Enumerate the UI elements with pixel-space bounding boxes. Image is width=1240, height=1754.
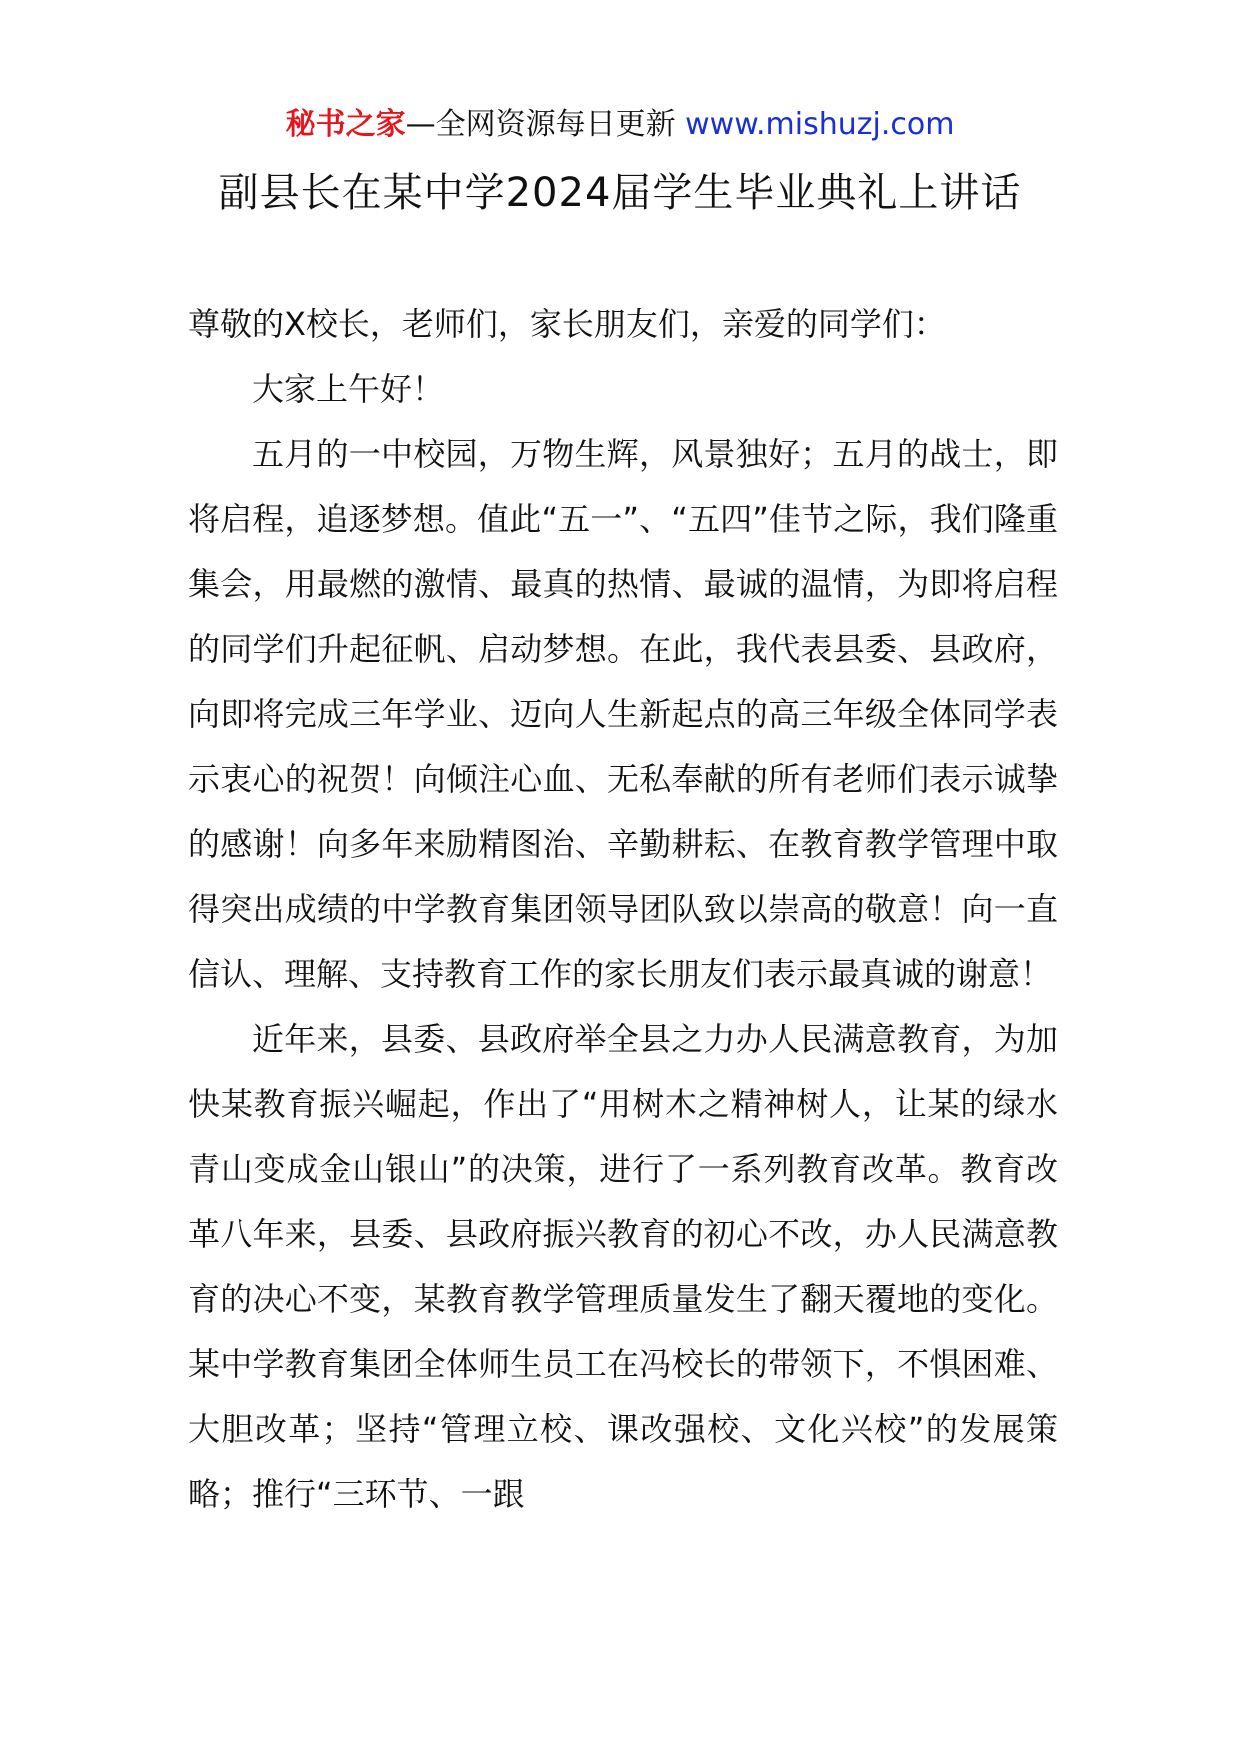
paragraph-reform: 近年来，县委、县政府举全县之力办人民满意教育，为加快某教育振兴崛起，作出了“用树木之精神树人，让某的绿水青山变成金山银山”的决策，进行了一系列教育改革。教育改革八年来，县委、县政府振兴教育的初心不改，办人民满意教育的决心不变，某教育教学管理质量发生了翻天覆地的变化。某中学教育集团全体师生员工在冯校长的带领下，不惧困难、大胆改革；坚持“管理立校、课改强校、文化兴校”的发展策略；推行“三环节、一跟 [188,1020,1058,1513]
paragraph-greeting: 大家上午好！ [252,370,445,408]
site-brand: 秘书之家 [285,107,406,142]
document-body [188,292,1058,1527]
site-url[interactable]: www.mishuzj.com [685,107,955,142]
site-header [0,103,1240,147]
paragraph-opening: 五月的一中校园，万物生辉，风景独好；五月的战士，即将启程，追逐梦想。值此“五一”、“五四”佳节之际，我们隆重集会，用最燃的激情、最真的热情、最诚的温情，为即将启程的同学们升起征帆、启动梦想。在此，我代表县委、县政府，向即将完成三年学业、迈向人生新起点的高三年级全体同学表示衷心的祝贺！向倾注心血、无私奉献的所有老师们表示诚挚的感谢！向多年来励精图治、辛勤耕耘、在教育教学管理中取得突出成绩的中学教育集团领导团队致以崇高的敬意！向一直信认、理解、支持教育工作的家长朋友们表示最真诚的谢意！ [188,435,1058,993]
salutation: 尊敬的X校长，老师们，家长朋友们，亲爱的同学们： [188,305,946,343]
document-title: 副县长在某中学2024届学生毕业典礼上讲话 [218,170,1022,216]
site-tagline: —全网资源每日更新 [405,107,686,142]
